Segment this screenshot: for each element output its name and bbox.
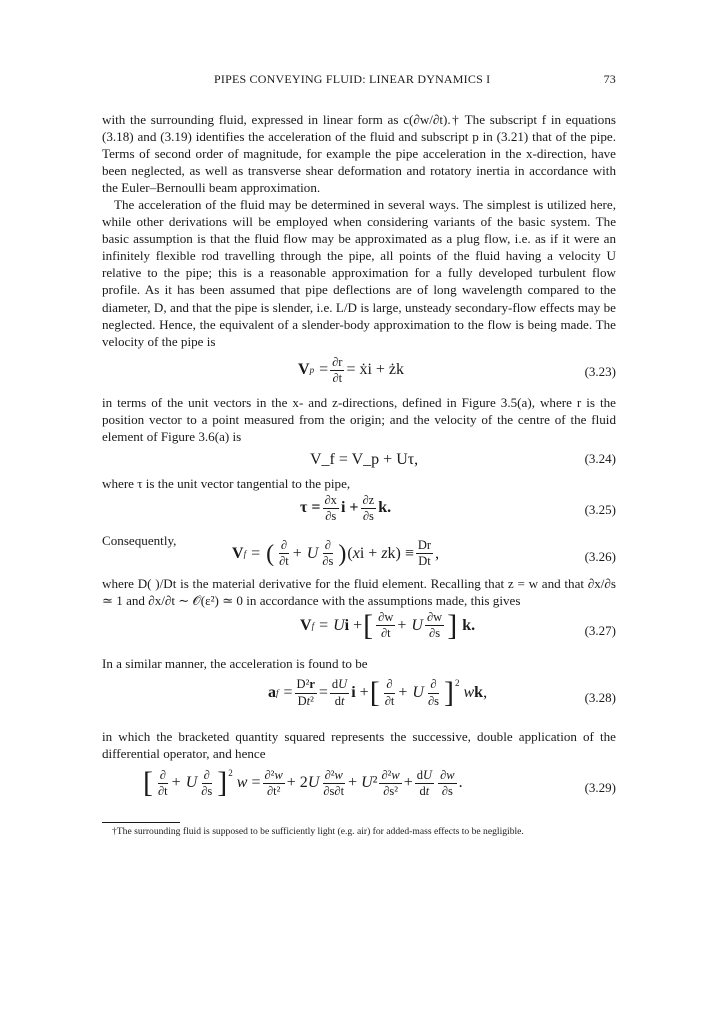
equation-number: (3.27) <box>584 622 616 638</box>
page-number: 73 <box>603 72 616 86</box>
paragraph-4: where τ is the unit vector tangential to the pipe, <box>102 475 351 491</box>
paragraph-6: where D( )/Dt is the material derivative for the fluid element. Recalling that z = w and that ∂x/∂s ≃ 1 and ∂x/∂t ∼ 𝒪(ε²) ≃ 0 in accordance with the assumptions made, this gives <box>102 575 616 608</box>
equation-number: (3.28) <box>584 690 616 706</box>
equation-number: (3.26) <box>584 548 616 564</box>
equation-number: (3.24) <box>584 450 616 466</box>
equation-3-25: τ = $\frac{\partial x}{\partial s}$ i + $\frac{\partial z}{\partial s}$ k. (3.25) <box>300 492 616 523</box>
paragraph-1: with the surrounding fluid, expressed in linear form as c(∂w/∂t).† The subscript f in equations (3.18) and (3.19) identifies the acceleration of the fluid and subscript p in (3.21) that of the pipe. Terms of second order of magnitude, for example the pipe acceleration in the x-direction, have been neglected, as well as transverse shear deformation and rotatory inertia in accordance with the Euler–Bernoulli beam approximation. <box>102 112 616 196</box>
running-head: PIPES CONVEYING FLUID: LINEAR DYNAMICS I <box>214 72 491 86</box>
equation-3-24: V_f = V_p + Uτ, (3.24) <box>310 450 616 468</box>
equation-3-26: V f = ( $\frac{\partial}{\partial t}$ + U $\frac{\partial}{\partial s}$ ) (xi + zk) ≡ $\frac{Dr}{Dt}$ , (3.26) <box>232 537 616 569</box>
equation-number: (3.25) <box>584 501 616 517</box>
page-body <box>102 72 616 848</box>
paragraph-7: In a similar manner, the acceleration is found to be <box>102 655 368 671</box>
paragraph-8: in which the bracketed quantity squared represents the successive, double application of the differential operator, and hence <box>102 729 616 762</box>
equation-3-29: [ $\frac{\partial}{\partial t}$ + U $\frac{\partial}{\partial s}$ ] $^2$ w = $\frac{\text{∂²w}}{\text{∂t²}}$ + 2 U $\frac{\text{∂²w}}{\partial s\partial t}$ + U ² $\frac{\text{∂²w}}{\text{∂s²}}$ + $\frac{dU}{dt}$ $\frac{\partial w}{\partial s}$ . (3.29) <box>143 766 616 800</box>
equation-number: (3.29) <box>584 780 616 796</box>
footnote: †The surrounding fluid is supposed to be sufficiently light (e.g. air) for added-mass effects to be negligible. <box>112 826 524 838</box>
footnote-rule <box>102 822 180 823</box>
equation-3-27: V f = U i + [ $\frac{\partial w}{\partial t}$ + U $\frac{\partial w}{\partial s}$ ] k. (3.27) <box>300 608 616 642</box>
equation-3-28: a f = $\frac{\text{D²r}}{\text{Dt²}}$ = $\frac{dU}{dt}$ i + [ $\frac{\partial}{\partial t}$ + U $\frac{\partial}{\partial s}$ ] $^2$ w k , (3.28) <box>268 676 616 710</box>
page-header <box>102 72 616 87</box>
paragraph-3: in terms of the unit vectors in the x- and z-directions, defined in Figure 3.5(a), where r is the position vector to a point measured from the origin; and the velocity of the centre of the fluid element of Figure 3.6(a) is <box>102 394 616 444</box>
equation-3-23: V p = $\frac{\partial r}{\partial t}$ = ẋi + żk (3.23) <box>298 354 616 385</box>
footnote-area <box>102 818 616 848</box>
paragraph-5: Consequently, <box>102 532 177 548</box>
paragraph-2: The acceleration of the fluid may be determined in several ways. The simplest is utilized here, while other derivations will be employed when considering variants of the basic system. The basic assumption is that the fluid flow may be approximated as a plug flow, i.e. as if it were an infinitely flexible rod travelling through the pipe, all points of the fluid having a velocity U relative to the pipe; this is a reasonable approximation for a fully developed turbulent flow profile. As it has been assumed that pipe deflections are of long wavelength compared to the diameter, D, and that the pipe is slender, i.e. L/D is large, unsteady secondary-flow effects may be neglected. Hence, the equivalent of a slender-body approximation to the flow is being made. The velocity of the pipe is <box>102 197 616 349</box>
equation-number: (3.23) <box>584 363 616 379</box>
